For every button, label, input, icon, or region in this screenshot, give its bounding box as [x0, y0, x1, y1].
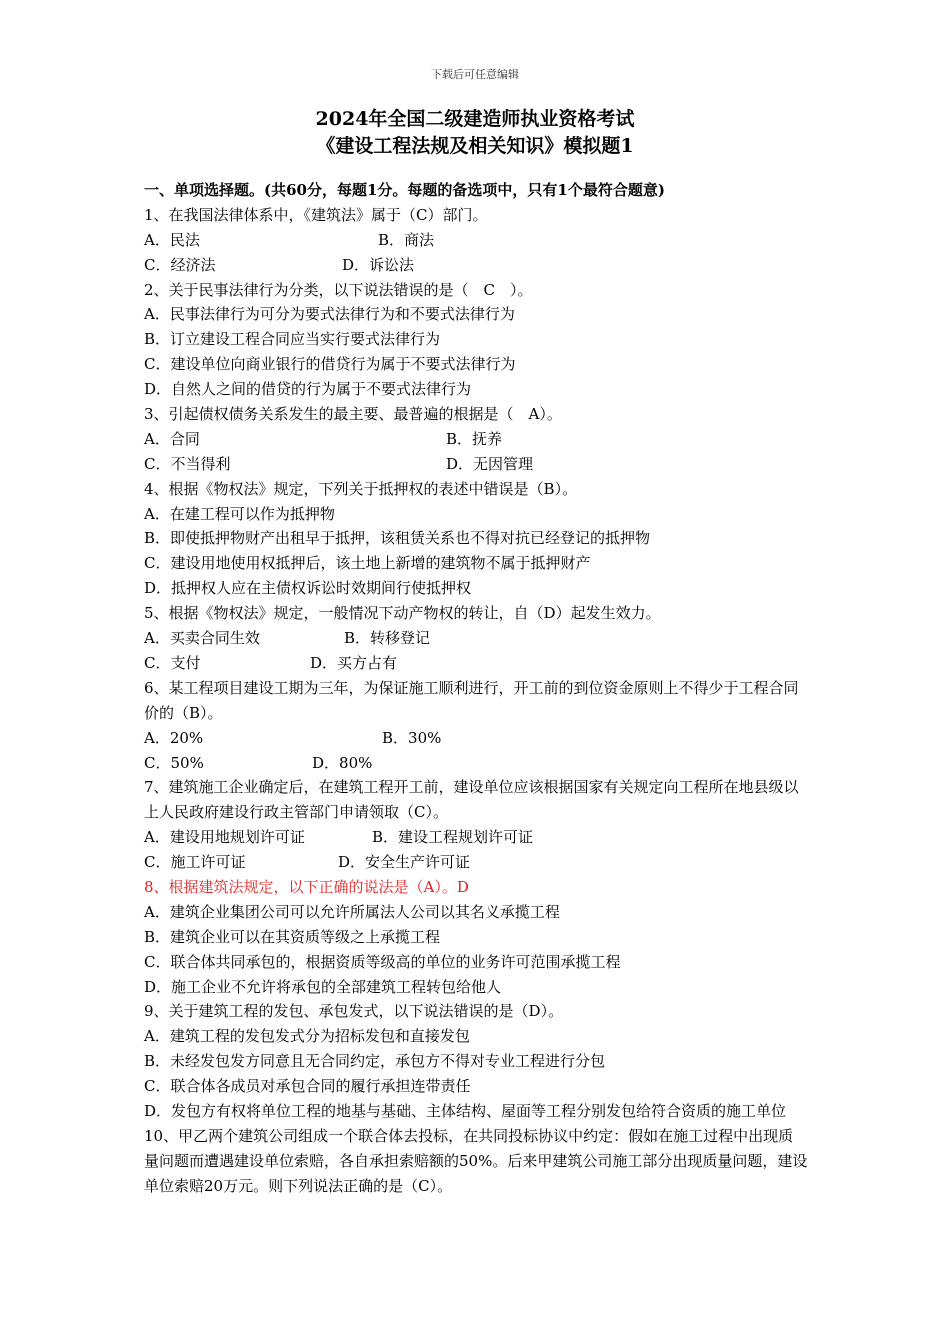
option-a: A．建筑工程的发包发式分为招标发包和直接发包: [144, 1027, 470, 1046]
question-4-stem: 4、根据《物权法》规定，下列关于抵押权的表述中错误是（B）。: [144, 479, 578, 498]
option-a: A．民事法律行为可分为要式法律行为和不要式法律行为: [144, 305, 515, 324]
option-b: B．订立建设工程合同应当实行要式法律行为: [144, 330, 441, 349]
question-10-stem: 10、甲乙两个建筑公司组成一个联合体去投标，在共同投标协议中约定：假如在施工过程中出现质量问题而遭遇建设单位索赔，各自承担索赔额的50%。后来甲建筑公司施工部分出现质量问题，建设单位索赔20万元。则下列说法正确的是（C）。: [144, 1126, 808, 1195]
page-title: 2024年全国二级建造师执业资格考试: [315, 108, 635, 130]
question-5-options-cd: [144, 651, 808, 676]
option-c: C．施工许可证: [144, 853, 246, 872]
option-b: B．建筑企业可以在其资质等级之上承揽工程: [144, 927, 441, 946]
option-a: A．合同: [144, 429, 200, 448]
section-heading: 一、单项选择题。(共60分，每题1分。每题的备选项中，只有1个最符合题意): [144, 181, 665, 199]
option-b: B．商法: [378, 230, 435, 249]
option-b: B．转移登记: [344, 629, 431, 648]
document-body: [144, 178, 808, 1199]
question-5-options-ab: [144, 626, 808, 651]
question-1-options-ab: [144, 228, 808, 253]
question-7-options-cd: [144, 850, 808, 875]
option-b: B．抚养: [446, 429, 503, 448]
option-c: C．联合体各成员对承包合同的履行承担连带责任: [144, 1077, 471, 1096]
option-d: D．80%: [312, 753, 373, 772]
option-b: B．建设工程规划许可证: [372, 828, 534, 847]
question-3-options-ab: [144, 427, 808, 452]
option-a: A．20%: [144, 728, 204, 747]
option-d: D．买方占有: [310, 653, 398, 672]
question-6-options-cd: [144, 751, 808, 776]
option-c: C．不当得利: [144, 454, 231, 473]
option-c: C．50%: [144, 753, 204, 772]
question-2-stem: 2、关于民事法律行为分类，以下说法错误的是（ C ）。: [144, 280, 533, 299]
option-a: A．在建工程可以作为抵押物: [144, 504, 335, 523]
option-b: B．即使抵押物财产出租早于抵押，该租赁关系也不得对抗已经登记的抵押物: [144, 529, 651, 548]
question-6-stem: 6、某工程项目建设工期为三年，为保证施工顺利进行，开工前的到位资金原则上不得少于工程合同价的（B）。: [144, 678, 799, 722]
option-c: C．建设单位向商业银行的借贷行为属于不要式法律行为: [144, 355, 516, 374]
question-6-options-ab: [144, 726, 808, 751]
question-7-options-ab: [144, 825, 808, 850]
option-d: D．安全生产许可证: [338, 853, 471, 872]
header-note: 下载后可任意编辑: [431, 68, 519, 81]
question-5-stem: 5、根据《物权法》规定，一般情况下动产物权的转让，自（D）起发生效力。: [144, 604, 661, 623]
question-1-options-cd: [144, 253, 808, 278]
option-a: A．建筑企业集团公司可以允许所属法人公司以其名义承揽工程: [144, 902, 560, 921]
question-3-options-cd: [144, 452, 808, 477]
option-d: D．自然人之间的借贷的行为属于不要式法律行为: [144, 380, 472, 399]
option-c: C．经济法: [144, 255, 216, 274]
option-a: A．民法: [144, 230, 200, 249]
page-subtitle: 《建设工程法规及相关知识》模拟题1: [316, 135, 634, 157]
option-d: D．发包方有权将单位工程的地基与基础、主体结构、屋面等工程分别发包给符合资质的施工单位: [144, 1102, 787, 1121]
question-9-stem: 9、关于建筑工程的发包、承包发式，以下说法错误的是（D）。: [144, 1002, 564, 1021]
option-d: D．无因管理: [446, 454, 534, 473]
option-b: B．未经发包发方同意且无合同约定，承包方不得对专业工程进行分包: [144, 1052, 606, 1071]
option-b: B．30%: [382, 728, 442, 747]
option-c: C．联合体共同承包的，根据资质等级高的单位的业务许可范围承揽工程: [144, 952, 621, 971]
option-c: C．支付: [144, 653, 201, 672]
option-d: D．诉讼法: [342, 255, 415, 274]
option-a: A．买卖合同生效: [144, 629, 260, 648]
option-a: A．建设用地规划许可证: [144, 828, 305, 847]
question-7-stem: 7、建筑施工企业确定后，在建筑工程开工前，建设单位应该根据国家有关规定向工程所在地县级以上人民政府建设行政主管部门申请领取（C）。: [144, 778, 799, 822]
question-1-stem: 1、在我国法律体系中，《建筑法》属于（C）部门。: [144, 205, 488, 224]
option-c: C．建设用地使用权抵押后，该土地上新增的建筑物不属于抵押财产: [144, 554, 591, 573]
option-d: D．施工企业不允许将承包的全部建筑工程转包给他人: [144, 977, 502, 996]
question-3-stem: 3、引起债权债务关系发生的最主要、最普遍的根据是（ A）。: [144, 405, 562, 424]
option-d: D．抵押权人应在主债权诉讼时效期间行使抵押权: [144, 579, 472, 598]
question-8-stem: 8、根据建筑法规定，以下正确的说法是（A）。D: [144, 878, 469, 896]
